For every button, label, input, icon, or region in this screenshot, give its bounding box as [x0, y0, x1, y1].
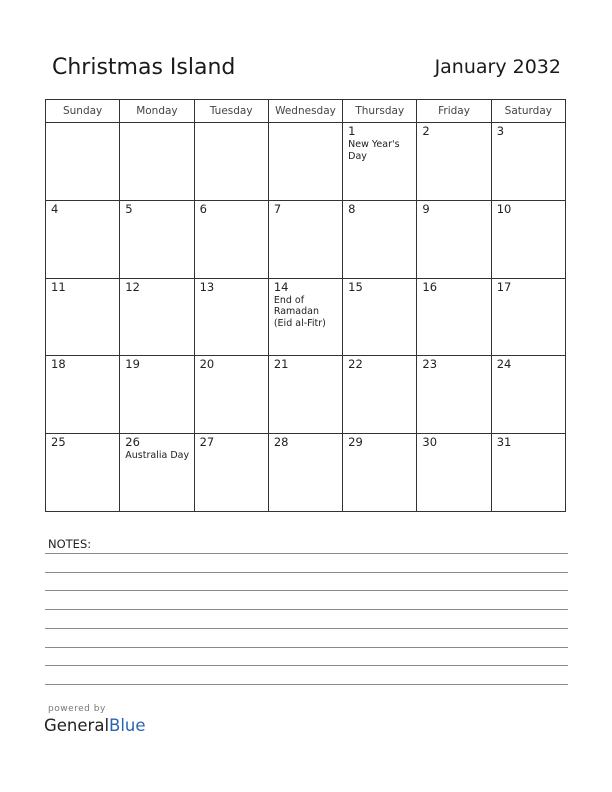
holiday-label: New Year's Day [348, 139, 400, 162]
day-number: 14 [273, 279, 289, 294]
day-cell [120, 278, 194, 356]
day-cell [194, 356, 268, 434]
day-number: 1 [348, 124, 356, 138]
day-cell [417, 278, 491, 356]
day-cell [491, 200, 565, 278]
day-number: 18 [51, 357, 66, 372]
day-number: 15 [348, 279, 363, 294]
day-cell [343, 356, 417, 434]
day-cell [46, 123, 120, 201]
weekday-monday: Monday [120, 100, 194, 123]
day-number: 8 [348, 201, 356, 216]
weekday-header-row [46, 100, 566, 123]
day-cell [491, 278, 565, 356]
day-cell [268, 123, 342, 201]
day-cell [120, 434, 194, 512]
day-number: 22 [348, 357, 363, 372]
week-row [46, 356, 566, 434]
week-row [46, 200, 566, 278]
note-line [45, 572, 568, 573]
day-number: 3 [496, 124, 505, 138]
day-cell [343, 200, 417, 278]
weekday-sunday: Sunday [46, 100, 120, 123]
week-row [46, 434, 566, 512]
country-title: Christmas Island [52, 55, 236, 80]
day-number: 13 [199, 279, 215, 294]
notes-label: NOTES: [48, 537, 92, 551]
day-cell [268, 434, 342, 512]
day-number: 17 [496, 279, 512, 294]
day-cell [417, 434, 491, 512]
holiday-label: Australia Day [125, 450, 190, 462]
holiday-label: End of Ramadan (Eid al-Fitr) [273, 294, 326, 329]
day-number: 5 [125, 201, 133, 216]
day-number: 23 [422, 357, 438, 372]
week-row [46, 278, 566, 356]
day-number: 6 [199, 201, 207, 216]
day-cell [268, 278, 342, 356]
day-number: 12 [125, 279, 140, 294]
month-year-title: January 2032 [434, 56, 561, 78]
week-row [46, 123, 566, 201]
day-number: 11 [51, 279, 66, 294]
day-cell [120, 200, 194, 278]
day-number: 9 [422, 201, 430, 216]
day-number: 4 [51, 201, 59, 216]
note-line [45, 684, 568, 685]
day-cell [46, 200, 120, 278]
day-cell [343, 278, 417, 356]
weekday-tuesday: Tuesday [194, 100, 268, 123]
day-number: 2 [422, 124, 430, 138]
day-number: 20 [199, 357, 215, 372]
day-number: 7 [273, 201, 282, 216]
day-number: 19 [125, 357, 140, 372]
day-number: 26 [125, 435, 140, 450]
day-number: 24 [496, 357, 512, 372]
day-cell [268, 200, 342, 278]
day-number: 25 [51, 435, 66, 450]
day-cell [46, 356, 120, 434]
day-number: 31 [496, 435, 512, 450]
day-cell [268, 356, 342, 434]
weekday-wednesday: Wednesday [268, 100, 342, 123]
day-number: 29 [348, 435, 363, 450]
day-number: 10 [496, 201, 512, 216]
day-cell [343, 434, 417, 512]
generalblue-logo [44, 716, 146, 735]
day-cell [417, 356, 491, 434]
day-cell [46, 434, 120, 512]
powered-by-text: powered by [48, 704, 106, 714]
weekday-saturday: Saturday [491, 100, 565, 123]
day-cell [194, 278, 268, 356]
day-number: 27 [199, 435, 215, 450]
day-cell [491, 356, 565, 434]
note-line [45, 628, 568, 629]
day-number: 21 [273, 357, 289, 372]
day-cell [491, 123, 565, 201]
weekday-friday: Friday [417, 100, 491, 123]
day-cell [120, 123, 194, 201]
day-cell [46, 278, 120, 356]
day-cell [194, 123, 268, 201]
day-cell [417, 123, 491, 201]
day-cell [194, 434, 268, 512]
day-cell [491, 434, 565, 512]
note-line [45, 647, 568, 648]
logo-general: General [44, 716, 110, 735]
day-number: 28 [273, 435, 289, 450]
day-cell [343, 123, 417, 201]
calendar-grid [45, 99, 566, 512]
note-line [45, 609, 568, 610]
day-number: 16 [422, 279, 438, 294]
note-line [45, 553, 568, 554]
note-line [45, 590, 568, 591]
day-number: 30 [422, 435, 438, 450]
weekday-thursday: Thursday [343, 100, 417, 123]
day-cell [194, 200, 268, 278]
logo-blue: Blue [109, 716, 146, 735]
day-cell [417, 200, 491, 278]
note-line [45, 665, 568, 666]
day-cell [120, 356, 194, 434]
